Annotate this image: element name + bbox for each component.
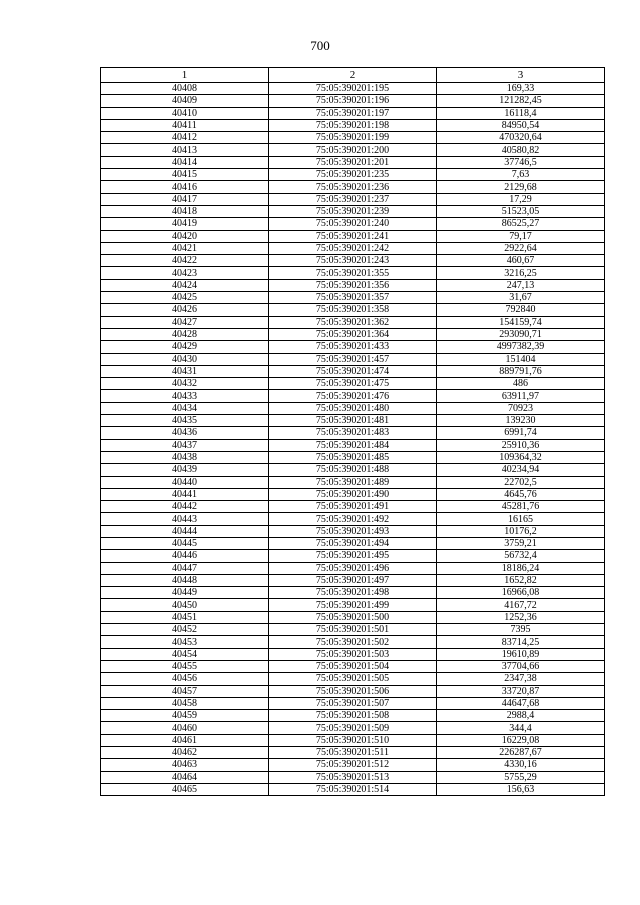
cadastral-number-cell: 75:05:390201:242	[269, 242, 437, 254]
value-cell: 22702,5	[437, 476, 605, 488]
cadastral-number-cell: 75:05:390201:484	[269, 439, 437, 451]
value-cell: 70923	[437, 402, 605, 414]
cadastral-number-cell: 75:05:390201:497	[269, 574, 437, 586]
value-cell: 25910,36	[437, 439, 605, 451]
cadastral-number-cell: 75:05:390201:239	[269, 205, 437, 217]
value-cell: 156,63	[437, 783, 605, 795]
table-row	[101, 734, 605, 746]
value-cell: 40580,82	[437, 144, 605, 156]
row-number-cell: 40446	[101, 550, 269, 562]
cadastral-number-cell: 75:05:390201:236	[269, 181, 437, 193]
table-row	[101, 279, 605, 291]
value-cell: 1652,82	[437, 574, 605, 586]
value-cell: 45281,76	[437, 501, 605, 513]
value-cell: 889791,76	[437, 365, 605, 377]
value-cell: 486	[437, 378, 605, 390]
table-row	[101, 537, 605, 549]
cadastral-number-cell: 75:05:390201:483	[269, 427, 437, 439]
table-row	[101, 611, 605, 623]
table-row	[101, 242, 605, 254]
row-number-cell: 40422	[101, 255, 269, 267]
row-number-cell: 40421	[101, 242, 269, 254]
table-row	[101, 218, 605, 230]
row-number-cell: 40428	[101, 328, 269, 340]
value-cell: 792840	[437, 304, 605, 316]
value-cell: 1252,36	[437, 611, 605, 623]
cadastral-number-cell: 75:05:390201:475	[269, 378, 437, 390]
column-header-3: 3	[437, 68, 605, 83]
table-row	[101, 267, 605, 279]
row-number-cell: 40450	[101, 599, 269, 611]
value-cell: 33720,87	[437, 685, 605, 697]
cadastral-number-cell: 75:05:390201:501	[269, 624, 437, 636]
value-cell: 4167,72	[437, 599, 605, 611]
table-row	[101, 427, 605, 439]
value-cell: 169,33	[437, 83, 605, 95]
data-table	[100, 67, 605, 796]
table-row	[101, 525, 605, 537]
cadastral-number-cell: 75:05:390201:507	[269, 697, 437, 709]
table-header	[101, 68, 605, 83]
table-row	[101, 169, 605, 181]
row-number-cell: 40430	[101, 353, 269, 365]
column-header-2: 2	[269, 68, 437, 83]
value-cell: 4997382,39	[437, 341, 605, 353]
value-cell: 37746,5	[437, 156, 605, 168]
cadastral-number-cell: 75:05:390201:196	[269, 95, 437, 107]
row-number-cell: 40409	[101, 95, 269, 107]
cadastral-number-cell: 75:05:390201:514	[269, 783, 437, 795]
table-row	[101, 316, 605, 328]
row-number-cell: 40442	[101, 501, 269, 513]
table-row	[101, 415, 605, 427]
row-number-cell: 40463	[101, 759, 269, 771]
cadastral-number-cell: 75:05:390201:494	[269, 537, 437, 549]
cadastral-number-cell: 75:05:390201:237	[269, 193, 437, 205]
table-row	[101, 205, 605, 217]
table-row	[101, 624, 605, 636]
table-row	[101, 464, 605, 476]
cadastral-number-cell: 75:05:390201:489	[269, 476, 437, 488]
row-number-cell: 40432	[101, 378, 269, 390]
table-row	[101, 747, 605, 759]
row-number-cell: 40462	[101, 747, 269, 759]
table-row	[101, 783, 605, 795]
row-number-cell: 40408	[101, 83, 269, 95]
row-number-cell: 40426	[101, 304, 269, 316]
value-cell: 6991,74	[437, 427, 605, 439]
row-number-cell: 40431	[101, 365, 269, 377]
cadastral-number-cell: 75:05:390201:195	[269, 83, 437, 95]
table-row	[101, 402, 605, 414]
cadastral-number-cell: 75:05:390201:197	[269, 107, 437, 119]
row-number-cell: 40445	[101, 537, 269, 549]
table-row	[101, 599, 605, 611]
row-number-cell: 40439	[101, 464, 269, 476]
cadastral-number-cell: 75:05:390201:492	[269, 513, 437, 525]
value-cell: 63911,97	[437, 390, 605, 402]
cadastral-number-cell: 75:05:390201:355	[269, 267, 437, 279]
value-cell: 4645,76	[437, 488, 605, 500]
table-row	[101, 132, 605, 144]
cadastral-number-cell: 75:05:390201:512	[269, 759, 437, 771]
cadastral-number-cell: 75:05:390201:495	[269, 550, 437, 562]
row-number-cell: 40459	[101, 710, 269, 722]
value-cell: 4330,16	[437, 759, 605, 771]
column-header-1: 1	[101, 68, 269, 83]
table-row	[101, 771, 605, 783]
cadastral-number-cell: 75:05:390201:358	[269, 304, 437, 316]
table-row	[101, 193, 605, 205]
table-row	[101, 156, 605, 168]
row-number-cell: 40433	[101, 390, 269, 402]
table-row	[101, 697, 605, 709]
value-cell: 86525,27	[437, 218, 605, 230]
page-number: 700	[310, 38, 330, 53]
table-row	[101, 144, 605, 156]
cadastral-number-cell: 75:05:390201:476	[269, 390, 437, 402]
cadastral-number-cell: 75:05:390201:511	[269, 747, 437, 759]
row-number-cell: 40434	[101, 402, 269, 414]
table-row	[101, 328, 605, 340]
cadastral-number-cell: 75:05:390201:510	[269, 734, 437, 746]
cadastral-number-cell: 75:05:390201:457	[269, 353, 437, 365]
cadastral-number-cell: 75:05:390201:199	[269, 132, 437, 144]
table-row	[101, 501, 605, 513]
value-cell: 247,13	[437, 279, 605, 291]
value-cell: 51523,05	[437, 205, 605, 217]
cadastral-number-cell: 75:05:390201:499	[269, 599, 437, 611]
row-number-cell: 40411	[101, 119, 269, 131]
row-number-cell: 40451	[101, 611, 269, 623]
row-number-cell: 40447	[101, 562, 269, 574]
table-body	[101, 83, 605, 796]
value-cell: 16966,08	[437, 587, 605, 599]
table-row	[101, 181, 605, 193]
table-row	[101, 378, 605, 390]
cadastral-number-cell: 75:05:390201:480	[269, 402, 437, 414]
table-row	[101, 685, 605, 697]
value-cell: 139230	[437, 415, 605, 427]
cadastral-number-cell: 75:05:390201:240	[269, 218, 437, 230]
row-number-cell: 40417	[101, 193, 269, 205]
row-number-cell: 40419	[101, 218, 269, 230]
value-cell: 3216,25	[437, 267, 605, 279]
cadastral-number-cell: 75:05:390201:505	[269, 673, 437, 685]
row-number-cell: 40457	[101, 685, 269, 697]
row-number-cell: 40464	[101, 771, 269, 783]
cadastral-number-cell: 75:05:390201:504	[269, 660, 437, 672]
value-cell: 40234,94	[437, 464, 605, 476]
row-number-cell: 40456	[101, 673, 269, 685]
cadastral-number-cell: 75:05:390201:474	[269, 365, 437, 377]
table-row	[101, 353, 605, 365]
row-number-cell: 40461	[101, 734, 269, 746]
value-cell: 16118,4	[437, 107, 605, 119]
table-row	[101, 292, 605, 304]
value-cell: 154159,74	[437, 316, 605, 328]
table-row	[101, 488, 605, 500]
table-row	[101, 648, 605, 660]
row-number-cell: 40460	[101, 722, 269, 734]
table-row	[101, 390, 605, 402]
cadastral-number-cell: 75:05:390201:493	[269, 525, 437, 537]
table-row	[101, 574, 605, 586]
cadastral-number-cell: 75:05:390201:200	[269, 144, 437, 156]
table-row	[101, 636, 605, 648]
cadastral-number-cell: 75:05:390201:490	[269, 488, 437, 500]
value-cell: 2922,64	[437, 242, 605, 254]
value-cell: 37704,66	[437, 660, 605, 672]
row-number-cell: 40416	[101, 181, 269, 193]
value-cell: 84950,54	[437, 119, 605, 131]
table-row	[101, 660, 605, 672]
table-row	[101, 710, 605, 722]
value-cell: 10176,2	[437, 525, 605, 537]
row-number-cell: 40425	[101, 292, 269, 304]
cadastral-number-cell: 75:05:390201:243	[269, 255, 437, 267]
row-number-cell: 40436	[101, 427, 269, 439]
row-number-cell: 40465	[101, 783, 269, 795]
value-cell: 293090,71	[437, 328, 605, 340]
table-row	[101, 83, 605, 95]
row-number-cell: 40452	[101, 624, 269, 636]
row-number-cell: 40423	[101, 267, 269, 279]
row-number-cell: 40435	[101, 415, 269, 427]
value-cell: 109364,32	[437, 451, 605, 463]
row-number-cell: 40444	[101, 525, 269, 537]
row-number-cell: 40454	[101, 648, 269, 660]
row-number-cell: 40418	[101, 205, 269, 217]
cadastral-number-cell: 75:05:390201:506	[269, 685, 437, 697]
value-cell: 151404	[437, 353, 605, 365]
cadastral-number-cell: 75:05:390201:356	[269, 279, 437, 291]
cadastral-number-cell: 75:05:390201:362	[269, 316, 437, 328]
table-row	[101, 562, 605, 574]
table-row	[101, 513, 605, 525]
table-row	[101, 95, 605, 107]
row-number-cell: 40413	[101, 144, 269, 156]
value-cell: 121282,45	[437, 95, 605, 107]
value-cell: 470320,64	[437, 132, 605, 144]
cadastral-number-cell: 75:05:390201:433	[269, 341, 437, 353]
table-row	[101, 759, 605, 771]
cadastral-number-cell: 75:05:390201:364	[269, 328, 437, 340]
table-row	[101, 476, 605, 488]
cadastral-number-cell: 75:05:390201:508	[269, 710, 437, 722]
table-row	[101, 230, 605, 242]
value-cell: 2988,4	[437, 710, 605, 722]
cadastral-number-cell: 75:05:390201:491	[269, 501, 437, 513]
value-cell: 16229,08	[437, 734, 605, 746]
table-row	[101, 722, 605, 734]
row-number-cell: 40443	[101, 513, 269, 525]
value-cell: 344,4	[437, 722, 605, 734]
table-row	[101, 587, 605, 599]
row-number-cell: 40449	[101, 587, 269, 599]
cadastral-number-cell: 75:05:390201:235	[269, 169, 437, 181]
row-number-cell: 40412	[101, 132, 269, 144]
table-row	[101, 365, 605, 377]
table-row	[101, 107, 605, 119]
cadastral-number-cell: 75:05:390201:496	[269, 562, 437, 574]
value-cell: 83714,25	[437, 636, 605, 648]
row-number-cell: 40424	[101, 279, 269, 291]
value-cell: 31,67	[437, 292, 605, 304]
value-cell: 16165	[437, 513, 605, 525]
cadastral-number-cell: 75:05:390201:201	[269, 156, 437, 168]
table-row	[101, 119, 605, 131]
row-number-cell: 40420	[101, 230, 269, 242]
table-row	[101, 304, 605, 316]
row-number-cell: 40448	[101, 574, 269, 586]
value-cell: 18186,24	[437, 562, 605, 574]
value-cell: 226287,67	[437, 747, 605, 759]
cadastral-number-cell: 75:05:390201:241	[269, 230, 437, 242]
cadastral-number-cell: 75:05:390201:513	[269, 771, 437, 783]
value-cell: 56732,4	[437, 550, 605, 562]
cadastral-number-cell: 75:05:390201:485	[269, 451, 437, 463]
table-row	[101, 341, 605, 353]
row-number-cell: 40437	[101, 439, 269, 451]
row-number-cell: 40427	[101, 316, 269, 328]
value-cell: 79,17	[437, 230, 605, 242]
value-cell: 3759,21	[437, 537, 605, 549]
table-row	[101, 550, 605, 562]
value-cell: 2129,68	[437, 181, 605, 193]
row-number-cell: 40429	[101, 341, 269, 353]
row-number-cell: 40458	[101, 697, 269, 709]
table-row	[101, 255, 605, 267]
value-cell: 2347,38	[437, 673, 605, 685]
cadastral-number-cell: 75:05:390201:481	[269, 415, 437, 427]
table-row	[101, 439, 605, 451]
cadastral-number-cell: 75:05:390201:488	[269, 464, 437, 476]
value-cell: 5755,29	[437, 771, 605, 783]
table-row	[101, 451, 605, 463]
cadastral-number-cell: 75:05:390201:503	[269, 648, 437, 660]
row-number-cell: 40410	[101, 107, 269, 119]
cadastral-number-cell: 75:05:390201:509	[269, 722, 437, 734]
row-number-cell: 40441	[101, 488, 269, 500]
row-number-cell: 40440	[101, 476, 269, 488]
value-cell: 19610,89	[437, 648, 605, 660]
row-number-cell: 40455	[101, 660, 269, 672]
cadastral-number-cell: 75:05:390201:502	[269, 636, 437, 648]
row-number-cell: 40415	[101, 169, 269, 181]
row-number-cell: 40414	[101, 156, 269, 168]
value-cell: 17,29	[437, 193, 605, 205]
value-cell: 7395	[437, 624, 605, 636]
value-cell: 460,67	[437, 255, 605, 267]
cadastral-number-cell: 75:05:390201:498	[269, 587, 437, 599]
cadastral-number-cell: 75:05:390201:500	[269, 611, 437, 623]
row-number-cell: 40438	[101, 451, 269, 463]
table-header-row	[101, 68, 605, 83]
cadastral-number-cell: 75:05:390201:357	[269, 292, 437, 304]
value-cell: 7,63	[437, 169, 605, 181]
row-number-cell: 40453	[101, 636, 269, 648]
cadastral-number-cell: 75:05:390201:198	[269, 119, 437, 131]
table-row	[101, 673, 605, 685]
value-cell: 44647,68	[437, 697, 605, 709]
